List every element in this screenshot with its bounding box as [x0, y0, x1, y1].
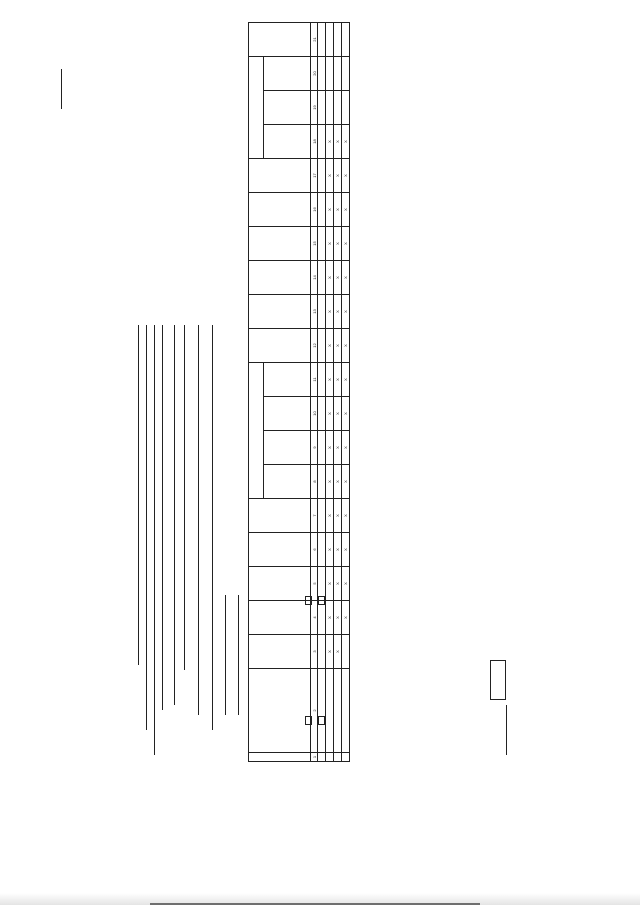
signature-line[interactable]: [506, 705, 507, 755]
table-cell[interactable]: X: [334, 159, 342, 193]
table-cell[interactable]: X: [326, 601, 334, 635]
column-number: 21: [311, 22, 318, 56]
header-cell: [249, 261, 311, 295]
table-cell[interactable]: X: [334, 567, 342, 601]
field-6-line[interactable]: [184, 325, 185, 670]
table-cell[interactable]: X: [342, 567, 350, 601]
table-cell[interactable]: X: [334, 125, 342, 159]
column-number: 3: [311, 635, 318, 669]
table-cell[interactable]: X: [334, 363, 342, 397]
column-number: 8: [311, 465, 318, 499]
column-number: 15: [311, 227, 318, 261]
field-4-line[interactable]: [162, 325, 163, 710]
table-cell[interactable]: [318, 227, 326, 261]
table-cell[interactable]: [318, 91, 326, 125]
table-row: [326, 22, 334, 761]
table-cell[interactable]: X: [342, 193, 350, 227]
table-cell[interactable]: X: [326, 227, 334, 261]
table-cell[interactable]: [318, 499, 326, 533]
header-cell: [249, 227, 311, 261]
table-cell[interactable]: [342, 22, 350, 56]
header-cell: [264, 56, 311, 90]
table-cell[interactable]: [318, 159, 326, 193]
table-cell[interactable]: [334, 22, 342, 56]
header-cell: [249, 295, 311, 329]
table-cell[interactable]: [318, 261, 326, 295]
header-cell: [249, 159, 311, 193]
table-cell[interactable]: X: [342, 533, 350, 567]
table-cell[interactable]: [318, 465, 326, 499]
table-cell[interactable]: [342, 753, 350, 762]
table-cell[interactable]: [318, 533, 326, 567]
row-label: [342, 669, 350, 753]
column-number: 7: [311, 499, 318, 533]
table-cell[interactable]: [318, 431, 326, 465]
table-cell[interactable]: X: [326, 295, 334, 329]
table-cell[interactable]: X: [326, 499, 334, 533]
table-cell[interactable]: X: [326, 431, 334, 465]
table-cell[interactable]: X: [326, 635, 334, 669]
header-cell: [249, 567, 311, 601]
table-cell[interactable]: [318, 22, 326, 56]
field-1-line[interactable]: [138, 325, 139, 665]
column-number: 12: [311, 329, 318, 363]
table-cell[interactable]: X: [342, 159, 350, 193]
column-number: 2: [311, 669, 318, 753]
table-cell[interactable]: X: [342, 431, 350, 465]
table-cell[interactable]: X: [342, 261, 350, 295]
column-number: 11: [311, 363, 318, 397]
table-cell[interactable]: [326, 753, 334, 762]
table-cell[interactable]: X: [326, 159, 334, 193]
field-5-line[interactable]: [174, 325, 175, 705]
table-cell[interactable]: X: [334, 227, 342, 261]
header-cell: [249, 533, 311, 567]
table-cell[interactable]: X: [334, 397, 342, 431]
table-cell[interactable]: X: [326, 397, 334, 431]
table-cell[interactable]: X: [342, 465, 350, 499]
table-header-row: [249, 22, 264, 761]
column-number: 1: [311, 753, 318, 762]
table-cell[interactable]: X: [334, 329, 342, 363]
table-cell[interactable]: [342, 56, 350, 90]
header-cell: [249, 753, 311, 762]
table-cell[interactable]: X: [334, 261, 342, 295]
field-3-line[interactable]: [154, 325, 155, 755]
row-label: [326, 669, 334, 753]
table-cell[interactable]: [318, 397, 326, 431]
header-cell: [249, 499, 311, 533]
table-cell[interactable]: [318, 363, 326, 397]
header-cell: [249, 669, 311, 753]
table-cell[interactable]: X: [326, 567, 334, 601]
table-row: [318, 22, 326, 761]
field-8-line[interactable]: [212, 325, 213, 730]
table-cell[interactable]: X: [334, 431, 342, 465]
table-cell[interactable]: [318, 193, 326, 227]
field-7-line[interactable]: [198, 325, 199, 715]
field-10-line[interactable]: [238, 595, 239, 715]
table-row: [342, 22, 350, 761]
table-cell[interactable]: X: [334, 499, 342, 533]
table-cell[interactable]: [342, 91, 350, 125]
table-cell[interactable]: X: [326, 465, 334, 499]
table-cell[interactable]: X: [342, 295, 350, 329]
column-number: 9: [311, 431, 318, 465]
column-number: 5: [311, 567, 318, 601]
table-cell[interactable]: [326, 91, 334, 125]
table-cell[interactable]: X: [342, 329, 350, 363]
table-cell[interactable]: X: [334, 635, 342, 669]
table-cell[interactable]: X: [326, 533, 334, 567]
table-cell[interactable]: X: [334, 193, 342, 227]
table-cell[interactable]: X: [334, 465, 342, 499]
row-label: [334, 669, 342, 753]
table-cell[interactable]: [334, 56, 342, 90]
page-number-line: [61, 69, 62, 109]
header-cell: [249, 601, 311, 635]
header-cell: [264, 431, 311, 465]
header-cell: [249, 635, 311, 669]
table-cell[interactable]: X: [342, 397, 350, 431]
field-2-line[interactable]: [146, 325, 147, 730]
table-cell[interactable]: X: [342, 601, 350, 635]
data-table: [248, 22, 350, 762]
table-cell[interactable]: [318, 567, 326, 601]
table-cell[interactable]: X: [342, 499, 350, 533]
header-cell: [249, 329, 311, 363]
header-cell: [264, 465, 311, 499]
header-cell: [264, 125, 311, 159]
table-cell[interactable]: [318, 125, 326, 159]
table-cell[interactable]: X: [334, 295, 342, 329]
header-cell: [249, 56, 264, 158]
table-cell[interactable]: X: [342, 363, 350, 397]
table-cell[interactable]: [334, 753, 342, 762]
column-number: 6: [311, 533, 318, 567]
header-cell: [249, 363, 264, 499]
column-number: 4: [311, 601, 318, 635]
table-cell[interactable]: [318, 753, 326, 762]
column-number: 18: [311, 125, 318, 159]
row-label: [318, 669, 326, 753]
table-cell[interactable]: [326, 22, 334, 56]
header-cell: [264, 91, 311, 125]
column-number: 16: [311, 193, 318, 227]
column-number: 13: [311, 295, 318, 329]
table-cell[interactable]: X: [342, 125, 350, 159]
column-number: 19: [311, 91, 318, 125]
header-cell: [264, 397, 311, 431]
date-field[interactable]: [490, 660, 506, 700]
table-cell[interactable]: [318, 601, 326, 635]
column-number: 20: [311, 56, 318, 90]
table-cell[interactable]: [334, 91, 342, 125]
table-cell[interactable]: [318, 635, 326, 669]
column-number: 10: [311, 397, 318, 431]
table-cell[interactable]: [342, 635, 350, 669]
table-cell[interactable]: [318, 295, 326, 329]
table-row: [334, 22, 342, 761]
table-cell[interactable]: X: [326, 125, 334, 159]
column-number: 17: [311, 159, 318, 193]
table-cell[interactable]: X: [342, 227, 350, 261]
table-cell[interactable]: X: [326, 329, 334, 363]
column-number-row: [311, 22, 318, 761]
table-cell[interactable]: [318, 329, 326, 363]
header-cell: [264, 363, 311, 397]
table-cell[interactable]: X: [334, 533, 342, 567]
header-cell: [249, 22, 311, 56]
table-cell[interactable]: X: [326, 363, 334, 397]
column-number: 14: [311, 261, 318, 295]
table-cell[interactable]: [318, 56, 326, 90]
table-cell[interactable]: [326, 56, 334, 90]
table-cell[interactable]: X: [326, 261, 334, 295]
table-cell[interactable]: X: [326, 193, 334, 227]
field-9-line[interactable]: [225, 595, 226, 715]
header-cell: [249, 193, 311, 227]
table-cell[interactable]: X: [334, 601, 342, 635]
